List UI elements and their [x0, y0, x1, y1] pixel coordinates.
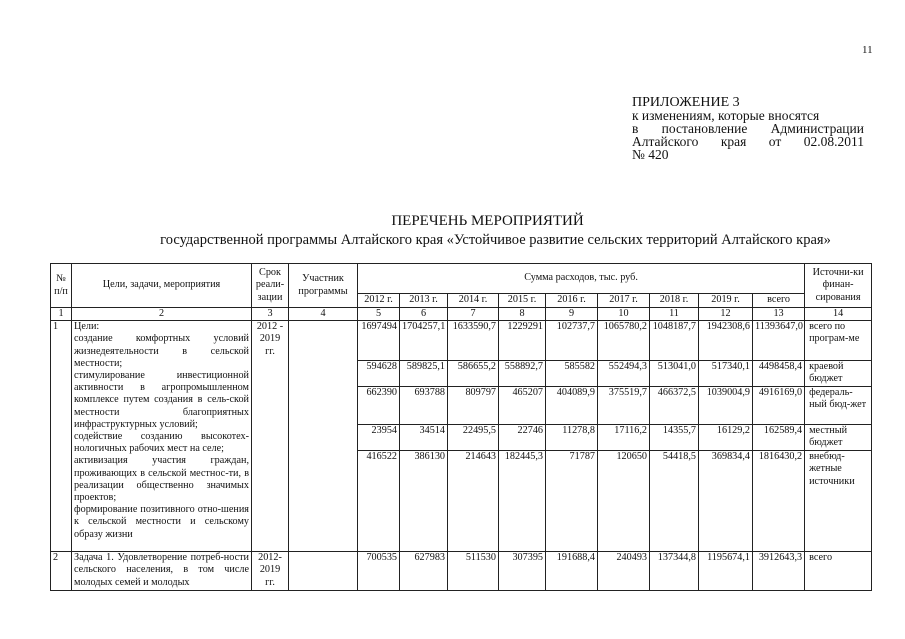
document-subtitle: государственной программы Алтайского края «Устойчивое развитие сельских территорий Алтайского края»	[160, 232, 831, 248]
col-number: 3	[252, 308, 289, 321]
value-cell: 1195674,1	[699, 552, 753, 591]
appendix-word: края	[720, 134, 747, 149]
header-num: № п/п	[51, 264, 72, 308]
table-row	[51, 552, 872, 591]
value-cell: 416522	[358, 451, 400, 552]
table-row	[51, 321, 872, 361]
row-num: 1	[51, 321, 72, 552]
header-participant: Участник программы	[289, 264, 358, 308]
header-year: 2016 г.	[546, 294, 598, 308]
value-cell: 11278,8	[546, 425, 598, 451]
value-cell: 102737,7	[546, 321, 598, 361]
value-cell: 1942308,6	[699, 321, 753, 361]
value-cell: 34514	[400, 425, 448, 451]
value-cell: 1065780,2	[598, 321, 650, 361]
col-number: 4	[289, 308, 358, 321]
value-cell: 1816430,2	[753, 451, 805, 552]
row-description	[72, 321, 252, 552]
column-numbers-row	[51, 308, 872, 321]
row-term: 2012 - 2019 гг.	[252, 321, 289, 552]
col-number: 9	[546, 308, 598, 321]
value-cell: 54418,5	[650, 451, 699, 552]
value-cell: 1048187,7	[650, 321, 699, 361]
col-number: 13	[753, 308, 805, 321]
source-cell: всего	[805, 552, 872, 591]
row-participant	[289, 552, 358, 591]
header-expenses: Сумма расходов, тыс. руб.	[358, 264, 805, 294]
value-cell: 1704257,1	[400, 321, 448, 361]
value-cell: 585582	[546, 361, 598, 387]
value-cell: 1697494	[358, 321, 400, 361]
value-cell: 14355,7	[650, 425, 699, 451]
value-cell: 214643	[448, 451, 499, 552]
col-number: 6	[400, 308, 448, 321]
header-year: 2019 г.	[699, 294, 753, 308]
row-participant	[289, 321, 358, 552]
value-cell: 594628	[358, 361, 400, 387]
col-number: 7	[448, 308, 499, 321]
col-number: 10	[598, 308, 650, 321]
value-cell: 586655,2	[448, 361, 499, 387]
col-number: 12	[699, 308, 753, 321]
header-year: 2017 г.	[598, 294, 650, 308]
value-cell: 627983	[400, 552, 448, 591]
value-cell: 22495,5	[448, 425, 499, 451]
value-cell: 517340,1	[699, 361, 753, 387]
value-cell: 162589,4	[753, 425, 805, 451]
value-cell: 558892,7	[499, 361, 546, 387]
value-cell: 369834,4	[699, 451, 753, 552]
value-cell: 22746	[499, 425, 546, 451]
activities-table	[50, 263, 872, 591]
col-number: 1	[51, 308, 72, 321]
source-cell: местный бюджет	[805, 425, 872, 451]
value-cell: 513041,0	[650, 361, 699, 387]
header-year: 2015 г.	[499, 294, 546, 308]
col-number: 14	[805, 308, 872, 321]
appendix-word: в	[632, 121, 639, 136]
value-cell: 17116,2	[598, 425, 650, 451]
header-goals: Цели, задачи, мероприятия	[72, 264, 252, 308]
header-sources: Источни-ки финан-сирования	[805, 264, 872, 308]
appendix-line-5: № 420	[632, 147, 669, 162]
value-cell: 16129,2	[699, 425, 753, 451]
source-cell: внебюд-жетные источники	[805, 451, 872, 552]
value-cell: 120650	[598, 451, 650, 552]
header-year: 2018 г.	[650, 294, 699, 308]
description-line: Цели:	[74, 321, 100, 333]
document-title: ПЕРЕЧЕНЬ МЕРОПРИЯТИЙ	[391, 213, 584, 229]
value-cell: 404089,9	[546, 387, 598, 425]
row-num: 2	[51, 552, 72, 591]
col-number: 2	[72, 308, 252, 321]
value-cell: 1039004,9	[699, 387, 753, 425]
description-line: создание комфортных условий жизнедеятельности в сельской местности;	[74, 333, 249, 369]
header-total: всего	[753, 294, 805, 308]
value-cell: 1229291	[499, 321, 546, 361]
value-cell: 11393647,0	[753, 321, 805, 361]
row-description: Задача 1. Удовлетворение потреб-ности сельского населения, в том числе молодых семей и молодых	[72, 552, 252, 591]
value-cell: 465207	[499, 387, 546, 425]
value-cell: 589825,1	[400, 361, 448, 387]
col-number: 8	[499, 308, 546, 321]
appendix-word: Администрации	[770, 121, 864, 136]
value-cell: 552494,3	[598, 361, 650, 387]
value-cell: 240493	[598, 552, 650, 591]
source-cell: федераль-ный бюд-жет	[805, 387, 872, 425]
value-cell: 4498458,4	[753, 361, 805, 387]
header-year: 2014 г.	[448, 294, 499, 308]
appendix-word: постановление	[661, 121, 748, 136]
value-cell: 375519,7	[598, 387, 650, 425]
appendix-word: 02.08.2011	[803, 134, 864, 149]
appendix-title: ПРИЛОЖЕНИЕ 3	[632, 95, 740, 110]
appendix-block	[632, 96, 864, 161]
description-line: активизация участия граждан, проживающих в сельской местнос-ти, в реализации общественно значимых проектов;	[74, 455, 249, 504]
col-number: 11	[650, 308, 699, 321]
description-line: формирование позитивного отно-шения к сельской местности и сельскому образу жизни	[74, 504, 249, 540]
source-cell: всего по програм-ме	[805, 321, 872, 361]
value-cell: 182445,3	[499, 451, 546, 552]
value-cell: 137344,8	[650, 552, 699, 591]
appendix-line-2: к изменениям, которые вносятся	[632, 108, 820, 123]
value-cell: 809797	[448, 387, 499, 425]
value-cell: 1633590,7	[448, 321, 499, 361]
value-cell: 71787	[546, 451, 598, 552]
value-cell: 191688,4	[546, 552, 598, 591]
value-cell: 23954	[358, 425, 400, 451]
appendix-word: от	[768, 134, 782, 149]
page-number: 11	[862, 44, 873, 56]
header-year: 2013 г.	[400, 294, 448, 308]
value-cell: 511530	[448, 552, 499, 591]
header-term: Срок реали-зации	[252, 264, 289, 308]
description-line: стимулирование инвестиционной активности в агропромышленном комплексе путем создания в сель-ской местности благоприятных инфраструктурных условий;	[74, 370, 249, 430]
value-cell: 386130	[400, 451, 448, 552]
value-cell: 693788	[400, 387, 448, 425]
value-cell: 4916169,0	[753, 387, 805, 425]
value-cell: 3912643,3	[753, 552, 805, 591]
value-cell: 662390	[358, 387, 400, 425]
value-cell: 466372,5	[650, 387, 699, 425]
header-year: 2012 г.	[358, 294, 400, 308]
appendix-word: Алтайского	[632, 134, 699, 149]
source-cell: краевой бюджет	[805, 361, 872, 387]
row-term: 2012-2019 гг.	[252, 552, 289, 591]
value-cell: 307395	[499, 552, 546, 591]
col-number: 5	[358, 308, 400, 321]
value-cell: 700535	[358, 552, 400, 591]
description-line: содействие созданию высокотех-нологичных рабочих мест на селе;	[74, 431, 249, 455]
table-header-row	[51, 264, 872, 294]
